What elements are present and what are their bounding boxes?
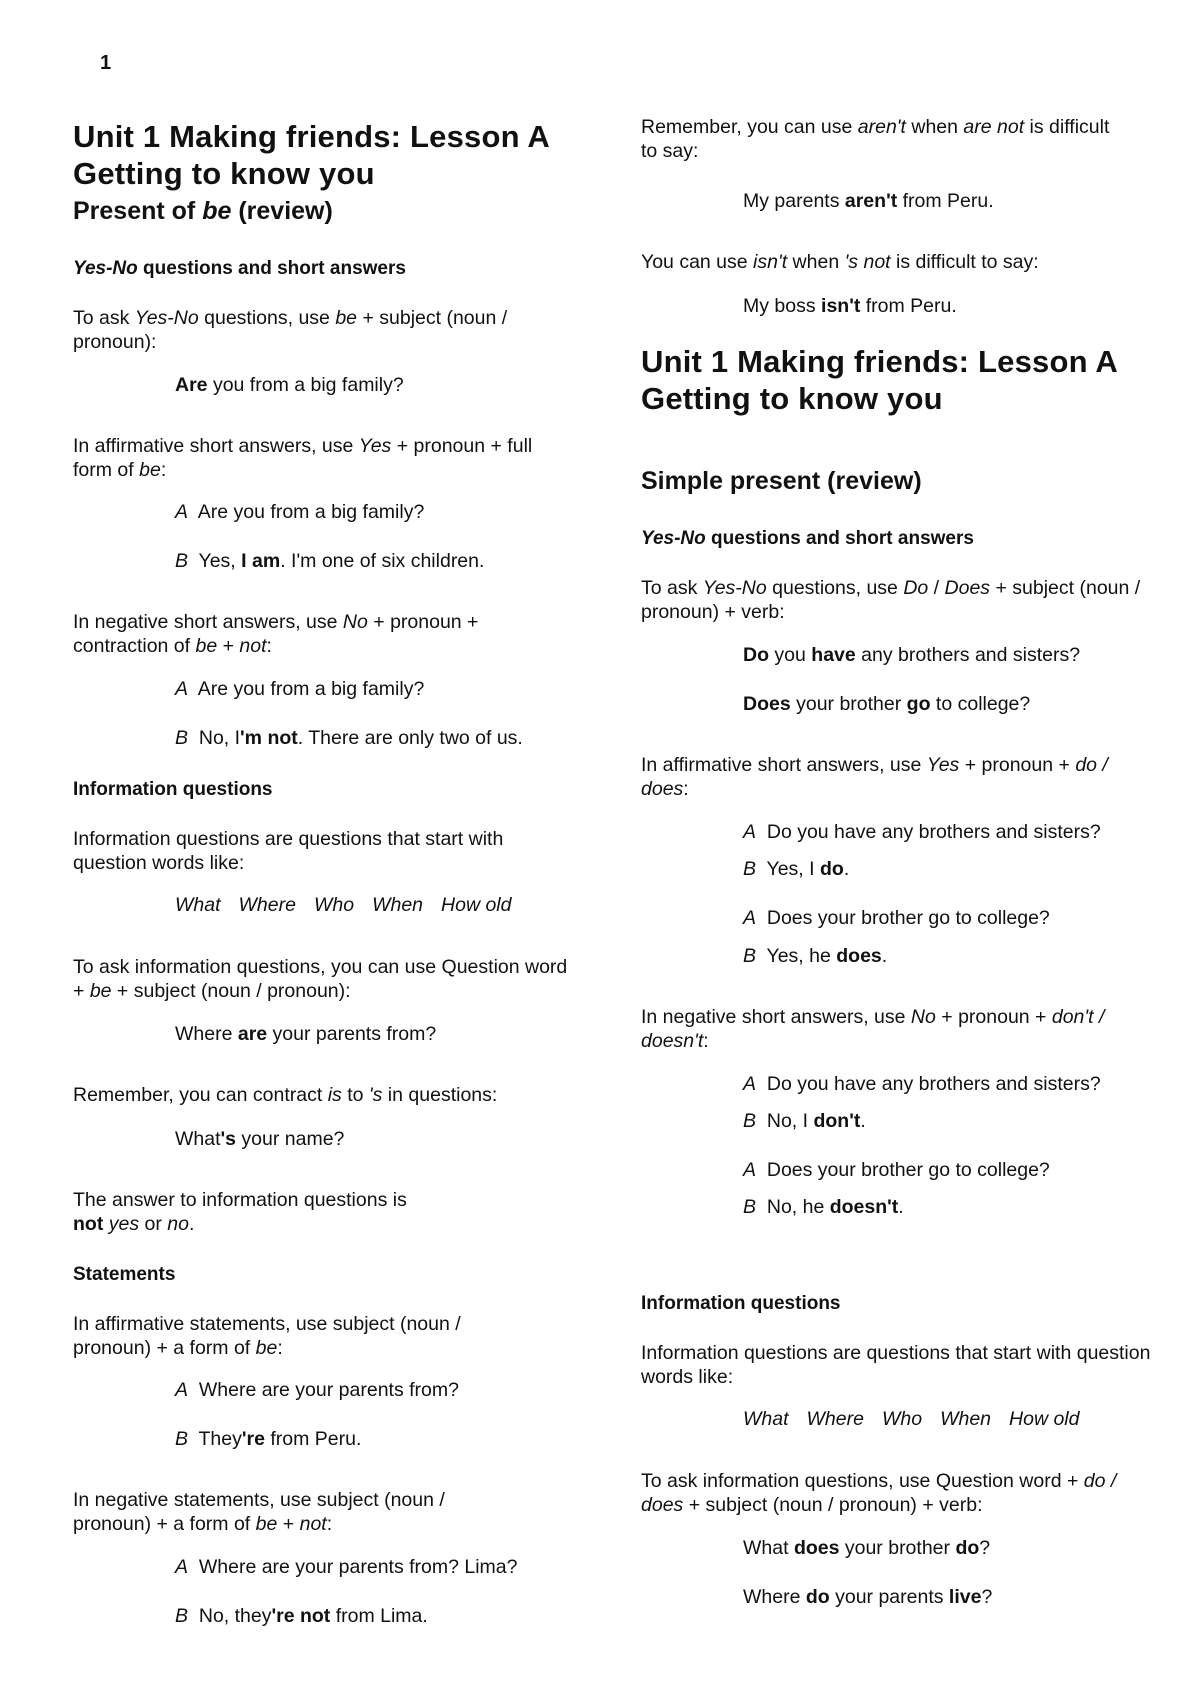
contraction-note: Remember, you can contract is to 's in questions: [73,1084,498,1106]
yes-no-example: Do you have any brothers and sisters? [743,644,1081,666]
dialog-line: B They're from Peru. [175,1428,362,1450]
isnt-example: My boss isn't from Peru. [743,295,957,317]
dialog-line: A Do you have any brothers and sisters? [743,1073,1101,1095]
section-title-present-of-be: Present of be (review) [73,197,333,225]
question-words-list: What Where Who When How old [743,1408,1080,1430]
arent-note: Remember, you can use aren't when are not is difficult to say: [641,116,1110,162]
isnt-note: You can use isn't when 's not is difficult to say: [641,251,1039,273]
yes-no-intro: To ask Yes-No questions, use Do / Does + subject (noun / pronoun) + verb: [641,577,1141,623]
dialog-line: B No, they're not from Lima. [175,1605,428,1627]
dialog-line: A Does your brother go to college? [743,907,1050,929]
dialog-line: A Where are your parents from? Lima? [175,1556,518,1578]
information-questions-usage: To ask information questions, you can use Question word + be + subject (noun / pronoun): [73,956,568,1002]
answer-note: The answer to information questions is not yes or no. [73,1189,407,1235]
page-number: 1 [100,52,112,74]
unit-title: Unit 1 Making friends: Lesson A Getting to know you [641,344,1117,416]
arent-example: My parents aren't from Peru. [743,190,994,212]
dialog-line: B No, I'm not. There are only two of us. [175,727,523,749]
dialog-line: A Are you from a big family? [175,678,425,700]
information-questions-usage: To ask information questions, use Question word + do / does + subject (noun / pronoun) + verb: [641,1470,1117,1516]
information-questions-intro: Information questions are questions that start with question words like: [73,828,504,874]
yes-no-heading: Yes-No questions and short answers [641,528,974,549]
negative-short-intro: In negative short answers, use No + pronoun + contraction of be + not: [73,611,479,657]
dialog-line: A Where are your parents from? [175,1379,459,1401]
contraction-example: What's your name? [175,1128,345,1150]
yes-no-intro: To ask Yes-No questions, use be + subject (noun / pronoun): [73,307,508,353]
negative-short-intro: In negative short answers, use No + pronoun + don't / doesn't: [641,1006,1105,1052]
unit-title: Unit 1 Making friends: Lesson A Getting to know you [73,119,549,191]
information-questions-heading: Information questions [641,1293,841,1314]
affirmative-short-intro: In affirmative short answers, use Yes + pronoun + do / does: [641,754,1108,800]
dialog-line: B No, I don't. [743,1110,866,1132]
information-example: What does your brother do? [743,1537,991,1559]
information-example: Where do your parents live? [743,1586,993,1608]
dialog-line: B No, he doesn't. [743,1196,904,1218]
information-questions-heading: Information questions [73,779,273,800]
dialog-line: B Yes, he does. [743,945,888,967]
dialog-line: A Does your brother go to college? [743,1159,1050,1181]
dialog-line: A Do you have any brothers and sisters? [743,821,1101,843]
yes-no-example: Are you from a big family? [175,374,404,396]
yes-no-heading: Yes-No questions and short answers [73,258,406,279]
affirmative-short-intro: In affirmative short answers, use Yes + pronoun + full form of be: [73,435,533,481]
affirmative-statements-intro: In affirmative statements, use subject (noun / pronoun) + a form of be: [73,1313,461,1359]
yes-no-example: Does your brother go to college? [743,693,1031,715]
dialog-line: B Yes, I do. [743,858,850,880]
negative-statements-intro: In negative statements, use subject (noun / pronoun) + a form of be + not: [73,1489,445,1535]
statements-heading: Statements [73,1264,176,1285]
section-title-simple-present: Simple present (review) [641,467,922,495]
information-example: Where are your parents from? [175,1023,437,1045]
dialog-line: A Are you from a big family? [175,501,425,523]
dialog-line: B Yes, I am. I'm one of six children. [175,550,485,572]
question-words-list: What Where Who When How old [175,894,512,916]
information-questions-intro: Information questions are questions that start with question words like: [641,1342,1151,1388]
